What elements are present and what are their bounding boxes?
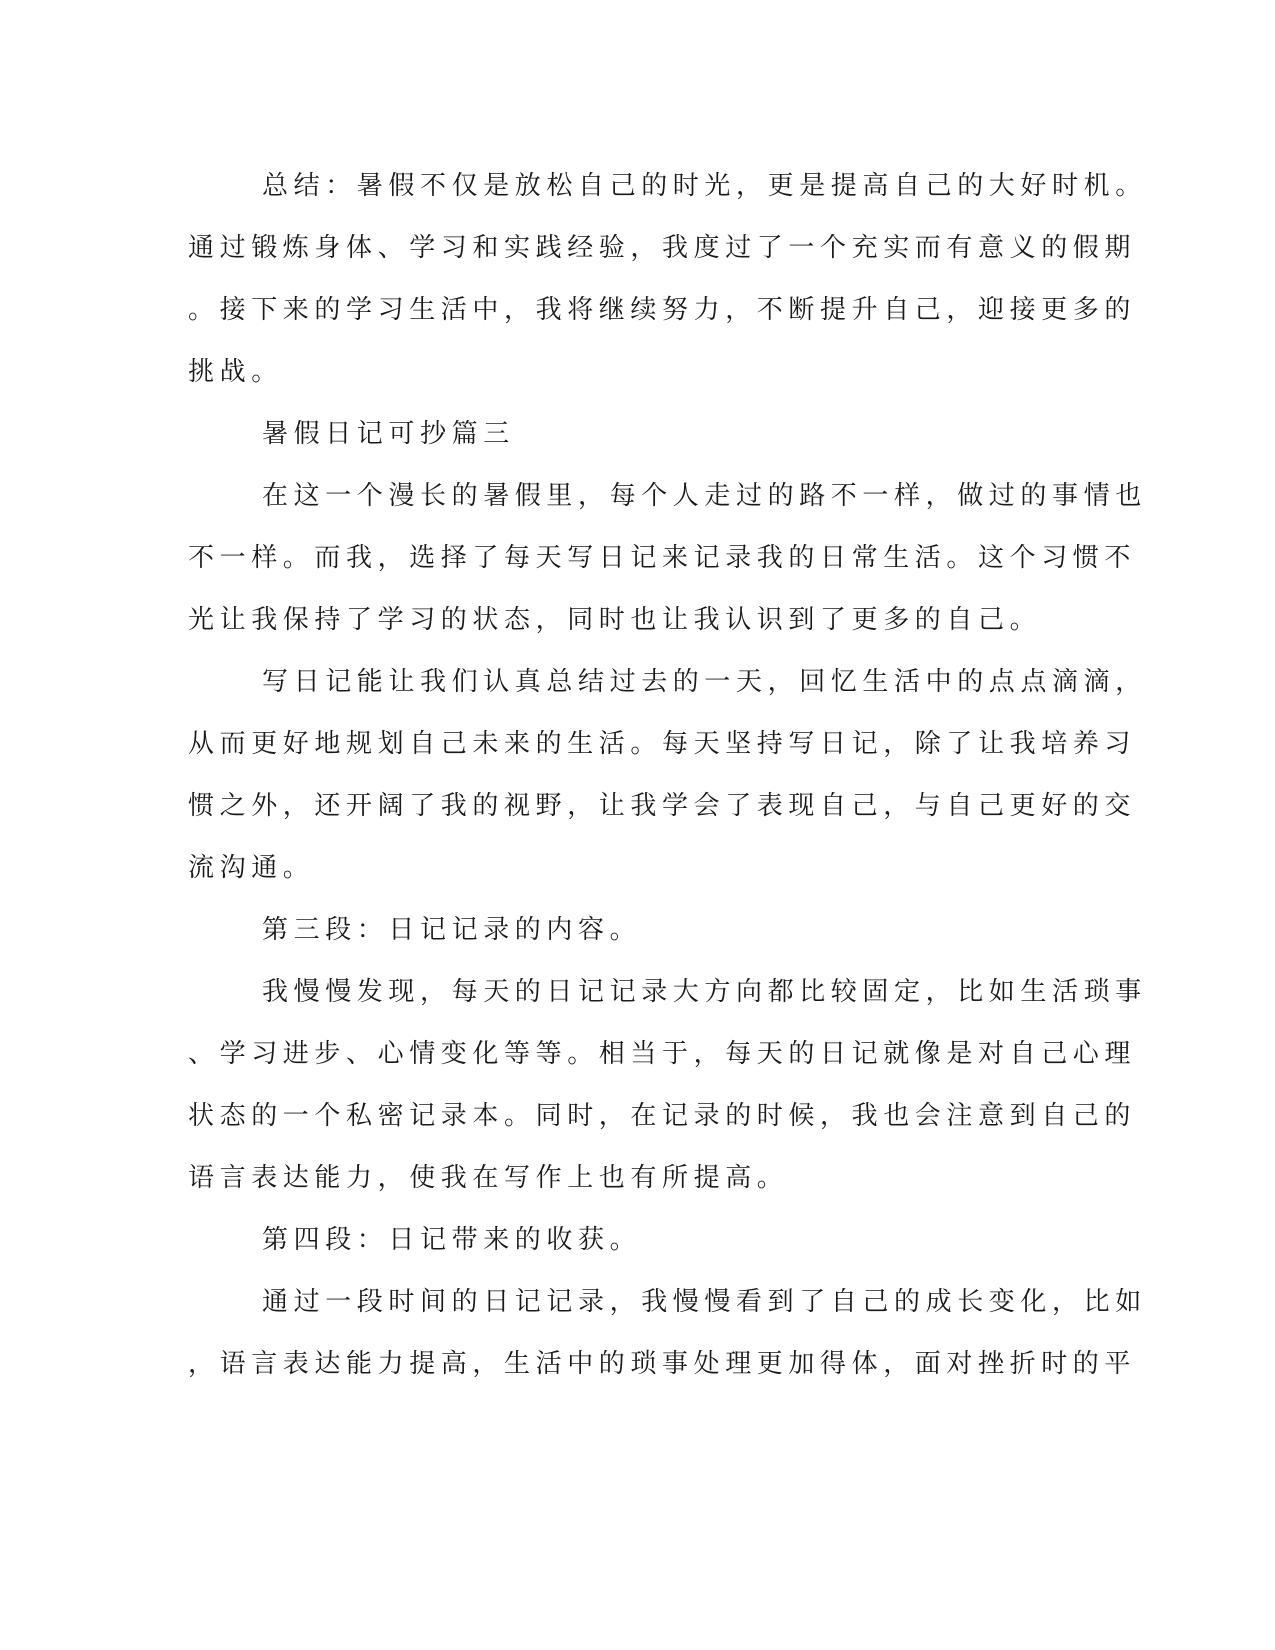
paragraph-heading: 第四段：日记带来的收获。 xyxy=(262,1225,642,1255)
text-line: 通过锻炼身体、学习和实践经验，我度过了一个充实而有意义的假期 xyxy=(188,233,1137,263)
text-line: 、学习进步、心情变化等等。相当于，每天的日记就像是对自己心理 xyxy=(188,1039,1137,1069)
text-line: 状态的一个私密记录本。同时，在记录的时候，我也会注意到自己的 xyxy=(188,1101,1137,1131)
text-line: 总结：暑假不仅是放松自己的时光，更是提高自己的大好时机。 xyxy=(262,171,1147,201)
text-line: ，语言表达能力提高，生活中的琐事处理更加得体，面对挫折时的平 xyxy=(188,1349,1137,1379)
text-line: 不一样。而我，选择了每天写日记来记录我的日常生活。这个习惯不 xyxy=(188,543,1137,573)
text-line: 从而更好地规划自己未来的生活。每天坚持写日记，除了让我培养习 xyxy=(188,729,1137,759)
document-body xyxy=(188,155,1147,1395)
text-line: 语言表达能力，使我在写作上也有所提高。 xyxy=(188,1163,789,1193)
text-line: 挑战。 xyxy=(188,357,283,387)
section-heading: 暑假日记可抄篇三 xyxy=(262,419,515,449)
text-line: 光让我保持了学习的状态，同时也让我认识到了更多的自己。 xyxy=(188,605,1042,635)
text-line: 惯之外，还开阔了我的视野，让我学会了表现自己，与自己更好的交 xyxy=(188,791,1137,821)
text-line: 。接下来的学习生活中，我将继续努力，不断提升自己，迎接更多的 xyxy=(188,295,1137,325)
text-line: 流沟通。 xyxy=(188,853,315,883)
text-line: 通过一段时间的日记记录，我慢慢看到了自己的成长变化，比如 xyxy=(262,1287,1147,1317)
text-line: 我慢慢发现，每天的日记记录大方向都比较固定，比如生活琐事 xyxy=(262,977,1147,1007)
text-line: 写日记能让我们认真总结过去的一天，回忆生活中的点点滴滴， xyxy=(262,667,1147,697)
text-line: 在这一个漫长的暑假里，每个人走过的路不一样，做过的事情也 xyxy=(262,481,1147,511)
paragraph-heading: 第三段：日记记录的内容。 xyxy=(262,915,642,945)
